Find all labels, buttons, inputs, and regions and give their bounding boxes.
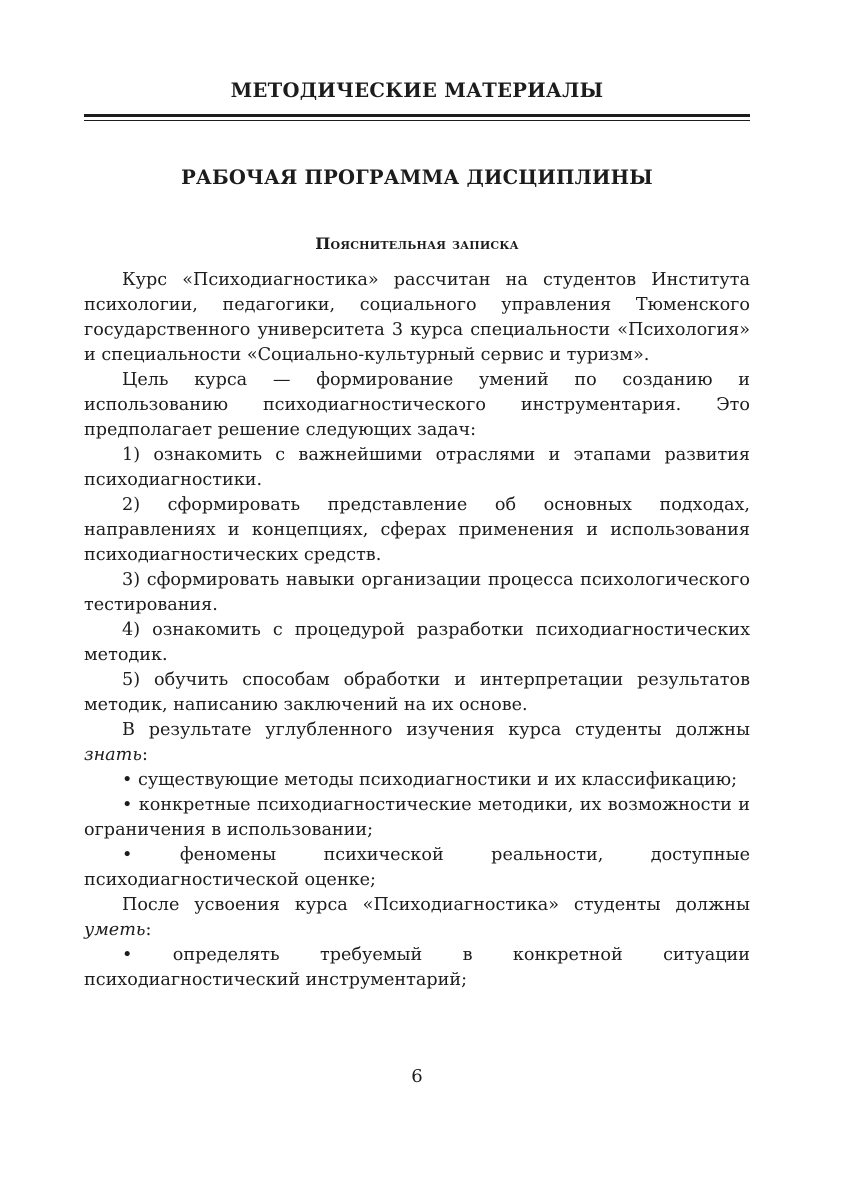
subheading: Пояснительная записка xyxy=(315,234,519,253)
header-rule-thin xyxy=(84,120,750,121)
know-item-1: • существующие методы психодиагностики и их классификацию; xyxy=(122,770,737,790)
able-keyword: уметь xyxy=(84,920,146,940)
section-title: РАБОЧАЯ ПРОГРАММА ДИСЦИПЛИНЫ xyxy=(181,166,653,189)
running-head: МЕТОДИЧЕСКИЕ МАТЕРИАЛЫ xyxy=(230,79,604,102)
paragraph-know-intro xyxy=(84,718,750,768)
know-keyword: знать xyxy=(84,745,142,765)
know-colon: : xyxy=(141,745,148,765)
know-item-3: • феномены психической реальности, доступные психодиагностической оценке; xyxy=(84,845,750,890)
page-number: 6 xyxy=(411,1066,423,1087)
paragraph-course-goal: Цель курса — формирование умений по созданию и использованию психодиагностического инструментария. Это предполагает решение следующих задач: xyxy=(84,370,750,440)
header-rule-thick xyxy=(84,114,750,117)
paragraph-able-intro xyxy=(84,893,750,943)
task-item-5: 5) обучить способам обработки и интерпретации результатов методик, написанию заключений на их основе. xyxy=(84,670,750,715)
know-item-2: • конкретные психодиагностические методики, их возможности и ограничения в использовании; xyxy=(84,795,750,840)
task-item-1: 1) ознакомить с важнейшими отраслями и этапами развития психодиагностики. xyxy=(84,445,750,490)
task-item-3: 3) сформировать навыки организации процесса психологического тестирования. xyxy=(84,570,750,615)
able-colon: : xyxy=(145,920,152,940)
task-item-4: 4) ознакомить с процедурой разработки психодиагностических методик. xyxy=(84,620,750,665)
know-intro-text: В результате углубленного изучения курса студенты должны xyxy=(122,720,750,740)
able-item-1: • определять требуемый в конкретной ситуации психодиагностический инструментарий; xyxy=(84,945,750,990)
paragraph-course-description: Курс «Психодиагностика» рассчитан на студентов Института психологии, педагогики, социального управления Тюменского государственного университета 3 курса специальности «Психология» и специальности «Социально-культурный сервис и туризм». xyxy=(84,270,750,365)
task-item-2: 2) сформировать представление об основных подходах, направлениях и концепциях, сферах применения и использования психодиагностических средств. xyxy=(84,495,750,565)
body-text xyxy=(84,268,750,993)
able-intro-text: После усвоения курса «Психодиагностика» студенты должны xyxy=(122,895,750,915)
